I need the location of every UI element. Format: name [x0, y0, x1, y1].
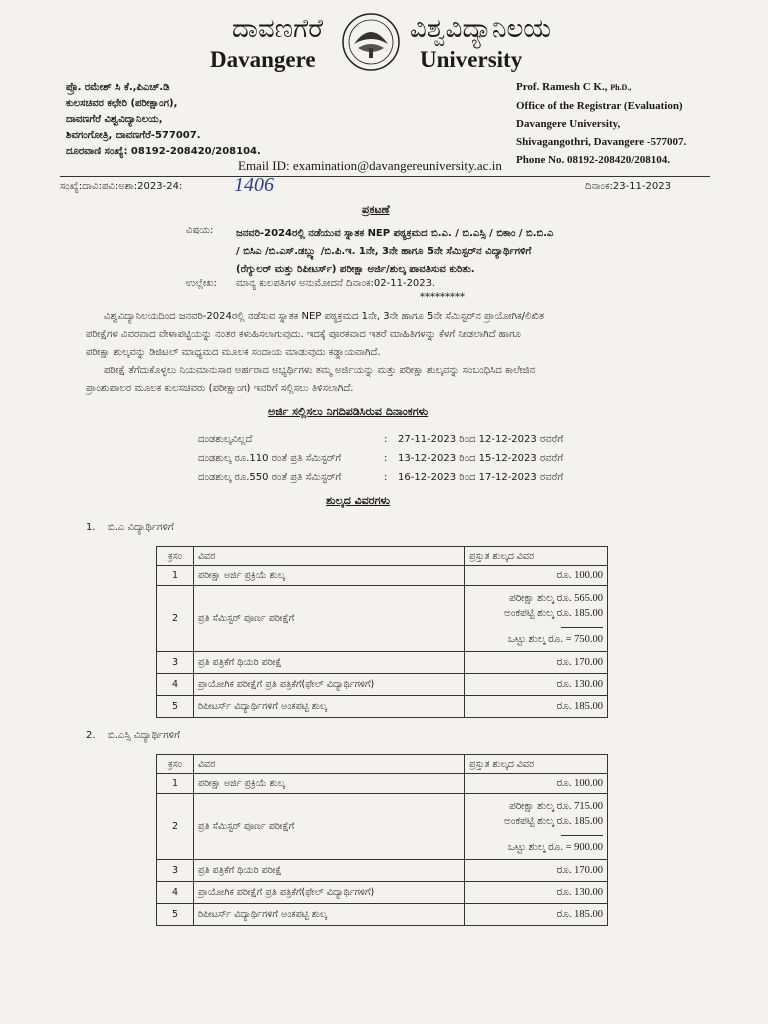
registrar-name: Prof. Ramesh C K.,	[516, 81, 608, 93]
total-rule	[561, 627, 603, 628]
row-amount: ರೂ. 100.00	[465, 774, 608, 794]
date-colon: :	[384, 434, 388, 445]
row-amount: ರೂ. 185.00	[465, 696, 608, 718]
table-row	[157, 652, 608, 674]
paragraph-line: ವಿಶ್ವವಿದ್ಯಾನಿಲಯದಿಂದ ಜನವರಿ-2024ರಲ್ಲಿ ನಡೆಸುವ ಸ್ನಾತಕ NEP ಪಠ್ಯಕ್ರಮದ 1ನೇ, 3ನೇ ಹಾಗೂ 5ನೇ ಸೆಮಿಸ್ಟರ್‌ನ ಪ್ರಾಯೋಗಿಕ/ಲಿಖಿತ	[104, 311, 545, 322]
left-address-line: ಶಿವಗಂಗೋತ್ರಿ, ದಾವಣಗೆರೆ-577007.	[66, 130, 201, 141]
right-address-block	[516, 78, 686, 169]
subject-line: / ಬಿಸಿಎ /ಬಿ.ಎಸ್.ಡಬ್ಲ್ಯು /ಬಿ.ಪಿ.ಇ. 1ನೇ, 3ನೇ ಹಾಗೂ 5ನೇ ಸೆಮಿಸ್ಟರ್‌ನ ವಿದ್ಯಾರ್ಥಿಗಳಿಗೆ	[236, 246, 532, 257]
university-name-english-left: Davangere	[210, 47, 316, 72]
subject-line: (ರೆಗ್ಯುಲರ್ ಮತ್ತು ರಿಪೀಟರ್ಸ್) ಪರೀಕ್ಷಾ ಅರ್ಜಿ/ಶುಲ್ಕ ಪಾವತಿಸುವ ಕುರಿತು.	[236, 264, 475, 275]
fees-title: ಶುಲ್ಕದ ವಿವರಗಳು	[326, 494, 391, 507]
table-row	[157, 566, 608, 586]
row-description: ಪ್ರತಿ ಪತ್ರಿಕೆಗೆ ಥಿಯರಿ ಪರೀಕ್ಷೆ	[194, 860, 465, 882]
paragraph-line: ಪರೀಕ್ಷೆ ತೆಗೆದುಕೊಳ್ಳಲು ನಿಯಮಾನುಸಾರ ಅರ್ಹರಾದ ಅಭ್ಯರ್ಥಿಗಳು ತಮ್ಮ ಅರ್ಜಿಯನ್ನು ಮತ್ತು ಪರೀಕ್ಷಾ ಶುಲ್ಕವನ್ನು ಸಂಬಂಧಿಸಿದ ಕಾಲೇಜಿನ	[104, 365, 536, 376]
row-serial: 5	[157, 904, 194, 926]
section-1-heading	[86, 522, 174, 533]
exam-fee: ಪರೀಕ್ಷಾ ಶುಲ್ಕ ರೂ. 715.00	[509, 800, 603, 812]
row-amount: ರೂ. 130.00	[465, 882, 608, 904]
total-fee: ಒಟ್ಟು ಶುಲ್ಕ ರೂ. = 750.00	[507, 633, 603, 645]
column-header: ಕ್ರಸಂ	[157, 547, 194, 566]
date-value: 27-11-2023 ರಿಂದ 12-12-2023 ರವರೆಗೆ	[398, 434, 564, 445]
date-colon: :	[384, 472, 388, 483]
date-label: ದಂಡಶುಲ್ಕವಿಲ್ಲದೆ	[198, 434, 253, 445]
date-value: 16-12-2023 ರಿಂದ 17-12-2023 ರವರೆಗೆ	[398, 472, 564, 483]
section-number: 1.	[86, 522, 96, 533]
table-row	[157, 696, 608, 718]
left-address-block	[66, 80, 261, 160]
column-header: ಕ್ರಸಂ	[157, 755, 194, 774]
table-row	[157, 860, 608, 882]
university-emblem-logo	[336, 12, 406, 74]
right-address-line: Office of the Registrar (Evaluation)	[516, 100, 683, 112]
row-serial: 2	[157, 586, 194, 652]
marks-card-fee: ಅಂಕಪಟ್ಟಿ ಶುಲ್ಕ ರೂ. 185.00	[503, 607, 603, 619]
university-name-kannada-right: ವಿಶ್ವವಿದ್ಯಾನಿಲಯ	[410, 14, 552, 44]
row-description: ರಿಪೀಟರ್ಸ್ ವಿದ್ಯಾರ್ಥಿಗಳಿಗೆ ಅಂಕಪಟ್ಟಿ ಶುಲ್ಕ	[194, 696, 465, 718]
fee-table-ba	[156, 546, 608, 718]
section-2-heading	[86, 730, 180, 741]
handwritten-reference-number: 1406	[234, 174, 274, 196]
column-header: ವಿವರ	[194, 755, 465, 774]
paragraph-1	[86, 308, 716, 362]
row-serial: 1	[157, 566, 194, 586]
fee-table-bsc	[156, 754, 608, 926]
notice-title: ಪ್ರಕಟಣೆ	[362, 203, 390, 216]
row-serial: 3	[157, 860, 194, 882]
row-description: ಪ್ರಾಯೋಗಿಕ ಪರೀಕ್ಷೆಗೆ ಪ್ರತಿ ಪತ್ರಿಕೆಗೆ(ಫೇಲ್ ವಿದ್ಯಾರ್ಥಿಗಳಿಗೆ)	[194, 674, 465, 696]
table-row	[157, 674, 608, 696]
university-name-english-right: University	[420, 47, 523, 72]
paragraph-line: ಪರೀಕ್ಷೆಗಳ ವಿವರವಾದ ವೇಳಾಪಟ್ಟಿಯನ್ನು ನಂತರ ಕಳುಹಿಸಲಾಗುವುದು. ಇದಕ್ಕೆ ಪೂರಕವಾದ ಇತರೆ ಮಾಹಿತಿಗಳನ್ನು ಕೆಳಗೆ ನೀಡಲಾಗಿದೆ ಹಾಗೂ	[86, 329, 521, 340]
date-row	[198, 449, 563, 468]
row-description: ಪ್ರಾಯೋಗಿಕ ಪರೀಕ್ಷೆಗೆ ಪ್ರತಿ ಪತ್ರಿಕೆಗೆ(ಫೇಲ್ ವಿದ್ಯಾರ್ಥಿಗಳಿಗೆ)	[194, 882, 465, 904]
subject-line: ಜನವರಿ-2024ರಲ್ಲಿ ನಡೆಯುವ ಸ್ನಾತಕ NEP ಪಠ್ಯಕ್ರಮದ ಬಿ.ಎ. / ಬಿ.ಎಸ್ಸಿ / ಬಿಕಾಂ / ಬಿ.ಬಿ.ಎ	[236, 228, 554, 239]
registrar-degree: Ph.D.,	[610, 83, 632, 92]
separator-stars: *********	[420, 292, 465, 303]
row-serial: 3	[157, 652, 194, 674]
right-address-line: Davangere University,	[516, 118, 621, 130]
table-row	[157, 904, 608, 926]
table-row	[157, 774, 608, 794]
dates-title: ಅರ್ಜಿ ಸಲ್ಲಿಸಲು ನಿಗದಿಪಡಿಸಿರುವ ದಿನಾಂಕಗಳು	[268, 405, 429, 418]
column-header: ಪ್ರಸ್ತುತ ಶುಲ್ಕದ ವಿವರ	[465, 755, 608, 774]
column-header: ಪ್ರಸ್ತುತ ಶುಲ್ಕದ ವಿವರ	[465, 547, 608, 566]
notice-date: ದಿನಾಂಕ:23-11-2023	[585, 181, 671, 192]
subject-text	[236, 225, 553, 279]
header-rule	[60, 176, 710, 177]
section-title: ಬಿ.ಎಸ್ಸಿ ವಿದ್ಯಾರ್ಥಿಗಳಿಗೆ	[108, 730, 180, 741]
table-row	[157, 586, 608, 652]
row-serial: 2	[157, 794, 194, 860]
exam-fee: ಪರೀಕ್ಷಾ ಶುಲ್ಕ ರೂ. 565.00	[509, 592, 603, 604]
table-header-row	[157, 755, 608, 774]
left-address-line: ದೂರವಾಣಿ ಸಂಖ್ಯೆ: 08192-208420/208104.	[66, 146, 261, 157]
date-row	[198, 468, 563, 487]
row-description: ಪ್ರತಿ ಸೆಮಿಸ್ಟರ್ ಪೂರ್ಣ ಪರೀಕ್ಷೆಗೆ	[194, 586, 465, 652]
subject-label: ವಿಷಯ:	[186, 225, 214, 236]
table-row	[157, 882, 608, 904]
paragraph-2	[86, 362, 716, 398]
table-row	[157, 794, 608, 860]
row-amount-breakdown	[465, 794, 608, 860]
row-description: ರಿಪೀಟರ್ಸ್ ವಿದ್ಯಾರ್ಥಿಗಳಿಗೆ ಅಂಕಪಟ್ಟಿ ಶುಲ್ಕ	[194, 904, 465, 926]
row-amount-breakdown	[465, 586, 608, 652]
paragraph-line: ಪರೀಕ್ಷಾ ಶುಲ್ಕವನ್ನು ಡಿಜಿಟಲ್ ಮಾಧ್ಯಮದ ಮೂಲಕ ಸಂದಾಯ ಮಾಡುವುದು ಕಡ್ಡಾಯವಾಗಿದೆ.	[86, 347, 381, 358]
university-name-kannada-left: ದಾವಣಗೆರೆ	[232, 14, 324, 44]
row-description: ಪರೀಕ್ಷಾ ಅರ್ಜಿ ಪ್ರಕ್ರಿಯೆ ಶುಲ್ಕ	[194, 566, 465, 586]
column-header: ವಿವರ	[194, 547, 465, 566]
section-title: ಬಿ.ಎ ವಿದ್ಯಾರ್ಥಿಗಳಿಗೆ	[108, 522, 174, 533]
row-description: ಪ್ರತಿ ಪತ್ರಿಕೆಗೆ ಥಿಯರಿ ಪರೀಕ್ಷೆ	[194, 652, 465, 674]
row-amount: ರೂ. 185.00	[465, 904, 608, 926]
date-colon: :	[384, 453, 388, 464]
total-fee: ಒಟ್ಟು ಶುಲ್ಕ ರೂ. = 900.00	[507, 841, 603, 853]
reference-label: ಉಲ್ಲೇಖ:	[186, 278, 217, 289]
date-label: ದಂಡಶುಲ್ಕ ರೂ.550 ರಂತೆ ಪ್ರತಿ ಸೆಮಿಸ್ಟರ್‌ಗೆ	[198, 472, 342, 483]
date-label: ದಂಡಶುಲ್ಕ ರೂ.110 ರಂತೆ ಪ್ರತಿ ಸೆಮಿಸ್ಟರ್‌ಗೆ	[198, 453, 342, 464]
table-header-row	[157, 547, 608, 566]
date-row	[198, 430, 563, 449]
row-serial: 4	[157, 674, 194, 696]
row-amount: ರೂ. 170.00	[465, 652, 608, 674]
section-number: 2.	[86, 730, 96, 741]
row-serial: 1	[157, 774, 194, 794]
right-address-line: Shivagangothri, Davangere -577007.	[516, 136, 687, 148]
left-address-line: ದಾವಣಗೆರೆ ವಿಶ್ವವಿದ್ಯಾನಿಲಯ,	[66, 114, 163, 125]
row-amount: ರೂ. 170.00	[465, 860, 608, 882]
reference-number: ಸಂಖ್ಯೆ:ದಾವಿ:ಪವಿ:ಅಶಾ:2023-24:	[60, 181, 183, 192]
left-address-line: ಪ್ರೊ. ರಮೇಶ್ ಸಿ ಕೆ.,ಪಿಎಚ್.ಡಿ	[66, 82, 170, 93]
row-description: ಪರೀಕ್ಷಾ ಅರ್ಜಿ ಪ್ರಕ್ರಿಯೆ ಶುಲ್ಕ	[194, 774, 465, 794]
row-amount: ರೂ. 100.00	[465, 566, 608, 586]
dates-list	[198, 430, 563, 487]
email-line: Email ID: examination@davangereuniversity.ac.in	[238, 158, 502, 173]
marks-card-fee: ಅಂಕಪಟ್ಟಿ ಶುಲ್ಕ ರೂ. 185.00	[503, 815, 603, 827]
date-value: 13-12-2023 ರಿಂದ 15-12-2023 ರವರೆಗೆ	[398, 453, 564, 464]
row-serial: 5	[157, 696, 194, 718]
row-description: ಪ್ರತಿ ಸೆಮಿಸ್ಟರ್ ಪೂರ್ಣ ಪರೀಕ್ಷೆಗೆ	[194, 794, 465, 860]
left-address-line: ಕುಲಸಚಿವರ ಕಛೇರಿ (ಪರೀಕ್ಷಾಂಗ),	[66, 98, 178, 109]
right-address-line: Phone No. 08192-208420/208104.	[516, 154, 670, 166]
reference-text: ಮಾನ್ಯ ಕುಲಪತಿಗಳ ಅನುಮೋದನೆ ದಿನಾಂಕ:02-11-2023.	[236, 278, 436, 289]
total-rule	[561, 835, 603, 836]
paragraph-line: ಪ್ರಾಂಶುಪಾಲರ ಮೂಲಕ ಕುಲಸಚಿವರು (ಪರೀಕ್ಷಾಂಗ) ಇವರಿಗೆ ಸಲ್ಲಿಸಲು ತಿಳಿಸಲಾಗಿದೆ.	[86, 383, 354, 394]
row-amount: ರೂ. 130.00	[465, 674, 608, 696]
row-serial: 4	[157, 882, 194, 904]
